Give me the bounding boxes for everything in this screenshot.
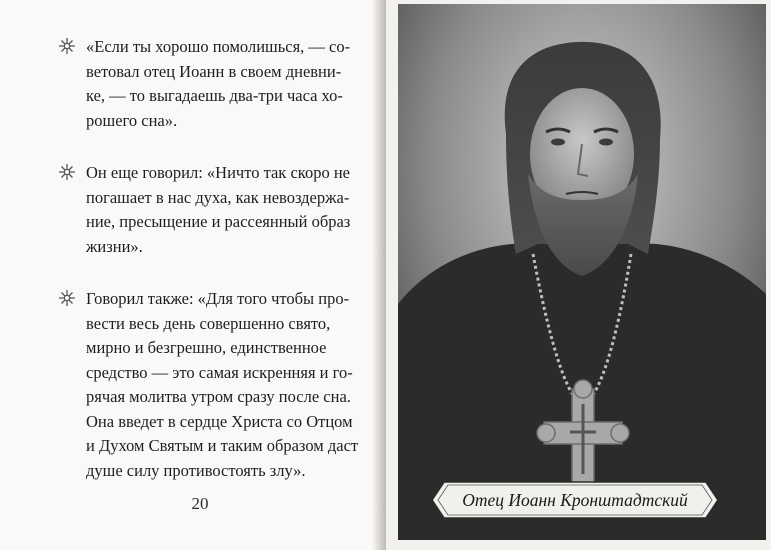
paragraph-line: душе силу противостоять злу». — [86, 460, 306, 480]
paragraph-line: Он еще говорил: «Ничто так скоро не — [86, 163, 350, 182]
photo-caption: Отец Иоанн Кронштадтский — [462, 490, 688, 510]
paragraph-line: и Духом Святым и таким образом даст — [86, 436, 359, 455]
ornament-icon — [58, 289, 76, 307]
portrait-image — [398, 4, 766, 540]
ornament-icon — [58, 37, 76, 55]
paragraph-line: ке, — то выгадаешь два-три часа хо- — [86, 86, 343, 105]
paragraph-line: рячая молитва утром сразу после сна. — [86, 387, 351, 406]
ornament-icon — [58, 163, 76, 181]
paragraph-line: «Если ты хорошо помолишься, — со- — [86, 37, 351, 56]
paragraph-line: погашает в нас духа, как невоздержа- — [86, 187, 350, 207]
paragraph-line: рошего сна». — [86, 110, 178, 130]
paragraph-line: вести весь день совершенно свято, — [86, 313, 331, 333]
paragraph-line: Говорил также: «Для того чтобы про- — [86, 289, 350, 308]
paragraph-line: жизни». — [86, 236, 143, 256]
paragraph-3 — [86, 287, 358, 483]
paragraph-line: Она введет в сердце Христа со Отцом — [86, 411, 353, 431]
page-number: 20 — [191, 494, 209, 513]
paragraph-2 — [86, 161, 358, 259]
paragraph-line: мирно и безгрешно, единственное — [86, 338, 327, 357]
caption-panel — [430, 480, 720, 520]
paragraph-line: средство — это самая искренняя и го- — [86, 362, 353, 382]
paragraph-line: ветовал отец Иоанн в своем дневни- — [86, 61, 342, 81]
paragraph-1 — [86, 35, 358, 133]
paragraph-line: ние, пресыщение и рассеянный образ — [86, 212, 351, 231]
book-gutter — [372, 0, 386, 550]
portrait-photo — [398, 4, 766, 540]
